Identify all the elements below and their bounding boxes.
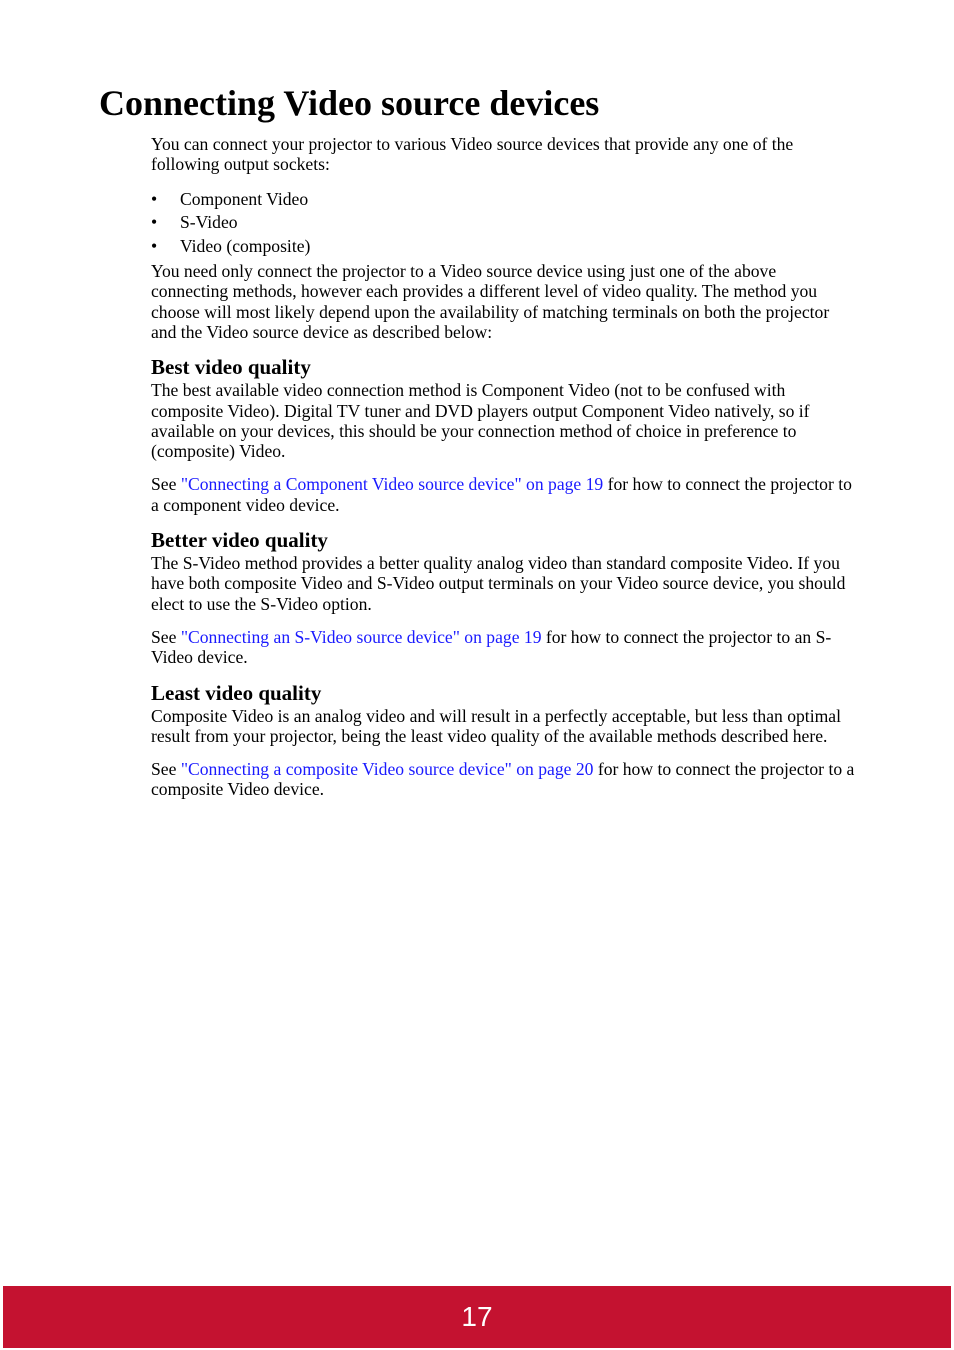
see-reference-least xyxy=(151,759,857,800)
see-suffix: for how to connect the projector to a composite Video device. xyxy=(151,759,855,800)
see-prefix: See xyxy=(151,626,181,647)
section-body-better: The S-Video method provides a better quality analog video than standard composite Video. If you have both composite Video and S-Video output terminals on your Video source device, you should elect to use the S-Video option. xyxy=(151,553,846,614)
section-heading-least: Least video quality xyxy=(151,680,322,705)
see-suffix: for how to connect the projector to an S-Video device. xyxy=(151,626,832,668)
methods-paragraph: You need only connect the projector to a Video source device using just one of the above connecting methods, however each provides a different level of video quality. The method you choose will most likely depend upon the availability of matching terminals on both the projector and the Video source device as described below: xyxy=(151,261,830,342)
page-number: 17 xyxy=(461,1301,493,1332)
see-reference-better xyxy=(151,627,857,668)
section-body-least: Composite Video is an analog video and will result in a perfectly acceptable, but less than optimal result from your projector, being the least video quality of the available methods described here. xyxy=(151,705,841,746)
list-item-label: Video (composite) xyxy=(180,235,311,256)
document-body xyxy=(151,134,857,800)
see-reference-best xyxy=(151,474,857,515)
bullet-glyph: • xyxy=(151,235,158,256)
see-prefix: See xyxy=(151,474,181,495)
bullet-glyph: • xyxy=(151,188,158,209)
section-heading-best: Best video quality xyxy=(151,355,311,380)
page-title: Connecting Video source devices xyxy=(99,83,600,123)
bullet-glyph: • xyxy=(151,212,158,233)
list-item-label: Component Video xyxy=(180,188,309,209)
section-heading-better: Better video quality xyxy=(151,528,328,553)
link-component-video[interactable]: "Connecting a Component Video source device" on page 19 xyxy=(180,474,604,495)
list-item xyxy=(151,235,857,259)
list-item-label: S-Video xyxy=(180,212,238,233)
see-suffix: for how to connect the projector to a component video device. xyxy=(151,474,852,515)
link-composite-video[interactable]: "Connecting a composite Video source device" on page 20 xyxy=(180,759,594,780)
section-body-best: The best available video connection method is Component Video (not to be confused with composite Video). Digital TV tuner and DVD players output Component Video natively, so if available on your devices, this should be your connection method of choice in preference to (composite) Video. xyxy=(151,380,810,462)
link-s-video[interactable]: "Connecting an S-Video source device" on page 19 xyxy=(180,626,542,647)
see-prefix: See xyxy=(151,759,181,780)
intro-paragraph: You can connect your projector to various Video source devices that provide any one of the following output sockets: xyxy=(151,134,794,175)
output-sockets-list xyxy=(151,188,857,259)
list-item xyxy=(151,211,857,235)
list-item xyxy=(151,188,857,212)
footer-bar xyxy=(3,1286,951,1348)
